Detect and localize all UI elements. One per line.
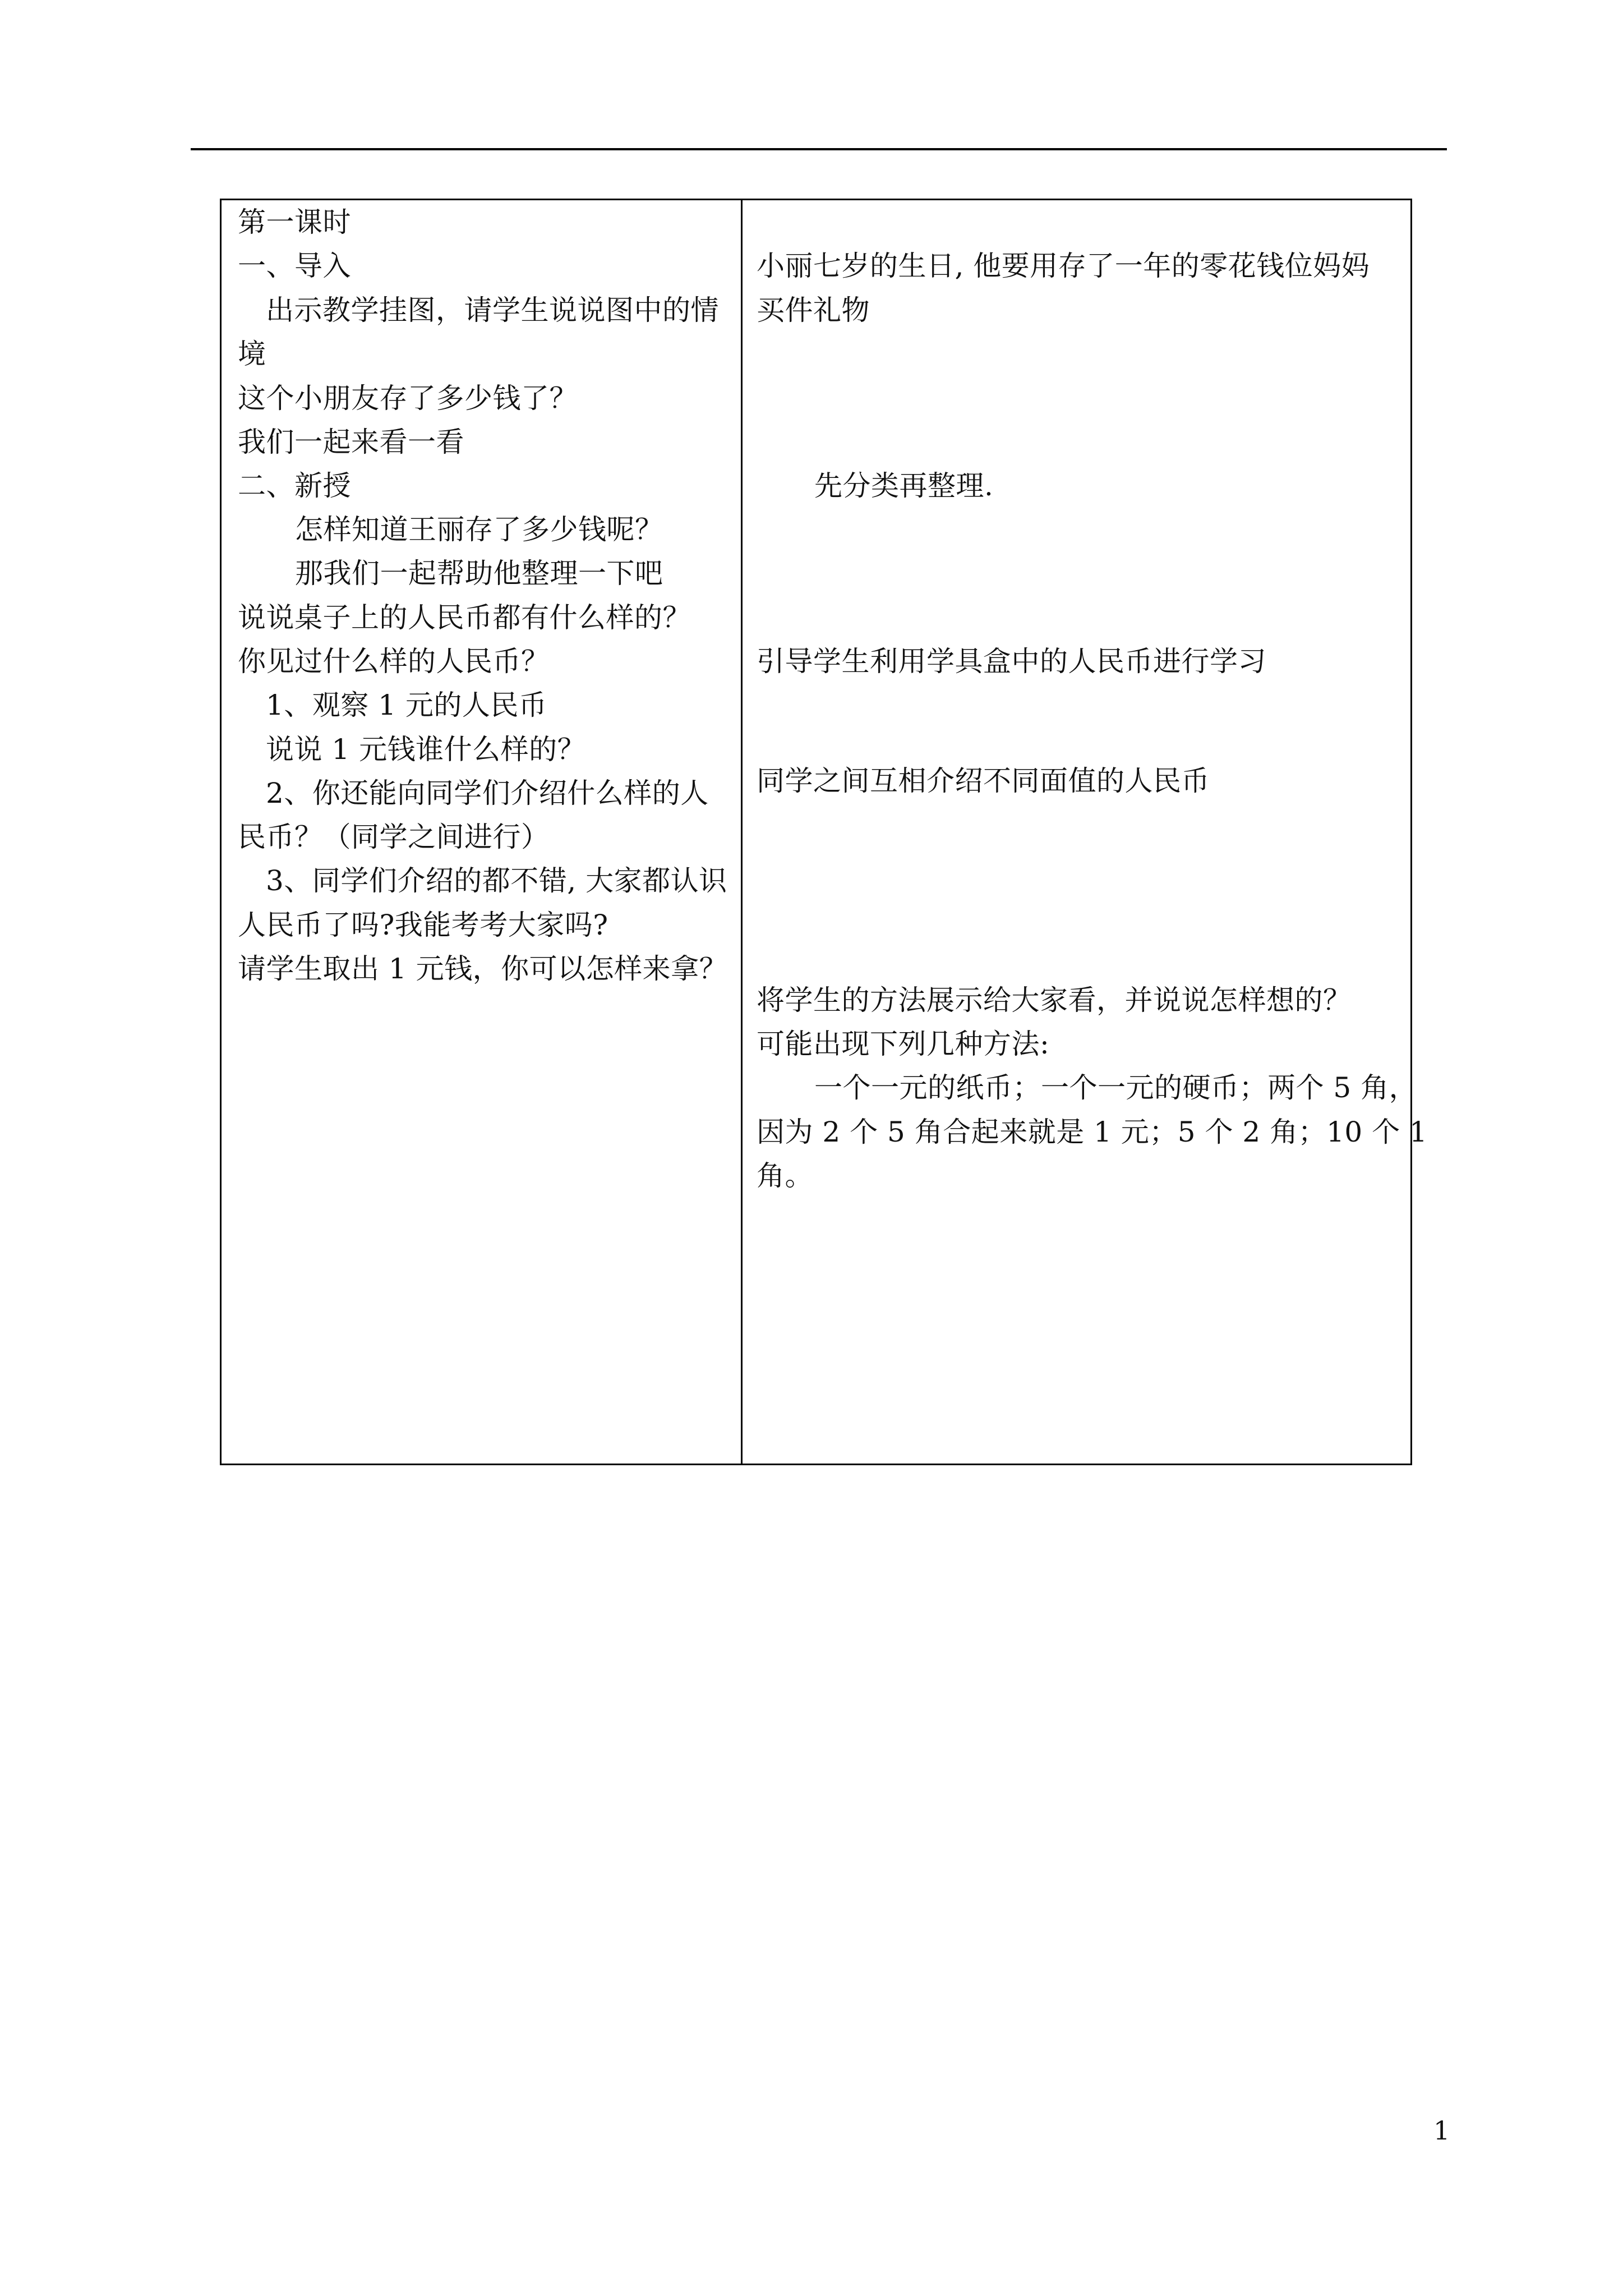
left-line-16: 3、同学们介绍的都不错, 大家都认识 [266, 864, 727, 897]
left-line-12: 1、观察 1 元的人民币 [266, 689, 547, 721]
right-line-6: 将学生的方法展示给大家看，并说说怎样想的？ [757, 984, 1352, 1016]
right-line-10: 角。 [757, 1159, 813, 1192]
left-line-3: 出示教学挂图，请学生说说图中的情 [266, 294, 719, 326]
right-line-1: 小丽七岁的生日, 他要用存了一年的零花钱位妈妈 [757, 250, 1370, 282]
left-line-10: 说说桌子上的人民币都有什么样的？ [238, 601, 691, 634]
right-line-4: 引导学生利用学具盒中的人民币进行学习 [757, 645, 1266, 678]
header-rule [191, 148, 1447, 150]
right-line-9: 因为 2 个 5 角合起来就是 1 元；5 个 2 角；10 个 1 [757, 1116, 1428, 1148]
left-line-17: 人民币了吗?我能考考大家吗? [238, 909, 608, 941]
right-line-7: 可能出现下列几种方法: [757, 1028, 1050, 1060]
left-line-13: 说说 1 元钱谁什么样的？ [266, 733, 586, 766]
left-line-6: 我们一起来看一看 [238, 426, 464, 458]
right-line-2: 买件礼物 [757, 294, 870, 326]
column-divider [741, 200, 743, 1464]
left-line-15: 民币？（同学之间进行） [238, 821, 550, 853]
left-line-9: 那我们一起帮助他整理一下吧 [295, 557, 663, 590]
left-line-7: 二、新授 [238, 470, 351, 502]
right-line-5: 同学之间互相介绍不同面值的人民币 [757, 765, 1210, 797]
left-line-2: 一、导入 [238, 250, 351, 282]
left-line-1: 第一课时 [238, 206, 351, 238]
left-line-4: 境 [238, 338, 266, 370]
left-line-8: 怎样知道王丽存了多少钱呢？ [295, 513, 663, 546]
page-number: 1 [1433, 2115, 1450, 2146]
right-line-8: 一个一元的纸币；一个一元的硬币；两个 5 角， [814, 1071, 1418, 1104]
right-line-3: 先分类再整理. [814, 470, 994, 502]
left-line-18: 请学生取出 1 元钱，你可以怎样来拿？ [238, 953, 728, 985]
left-line-11: 你见过什么样的人民币？ [238, 645, 550, 678]
left-line-14: 2、你还能向同学们介绍什么样的人 [266, 777, 709, 809]
left-line-5: 这个小朋友存了多少钱了？ [238, 382, 578, 415]
